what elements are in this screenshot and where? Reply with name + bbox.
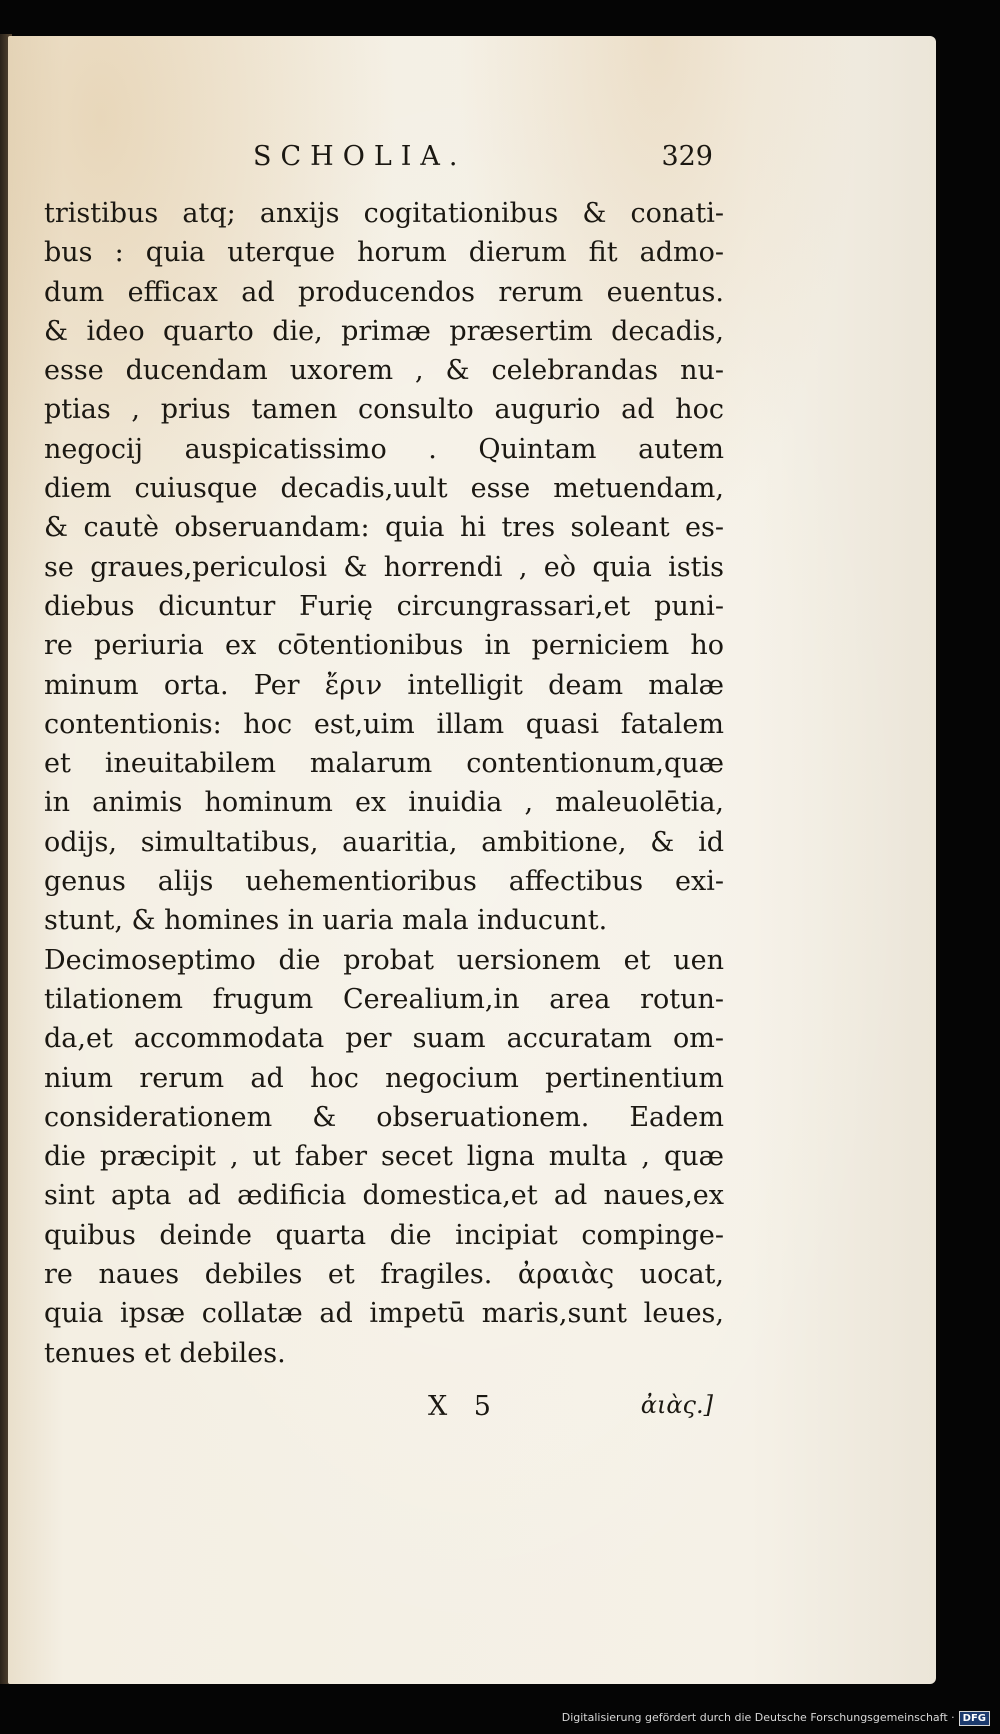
text-line: diem cuiusque decadis,uult esse metuendam, <box>44 473 724 505</box>
text-line: esse ducendam uxorem , & celebrandas nu- <box>44 355 724 387</box>
text-line: tenues et debiles. <box>44 1337 286 1369</box>
text-line: da,et accommodata per suam accuratam om- <box>44 1023 724 1055</box>
book-page <box>8 36 936 1684</box>
text-line: & cautè obseruandam: quia hi tres soleant es- <box>44 512 724 544</box>
text-line: negocij auspicatissimo . Quintam autem <box>44 433 724 465</box>
text-line: tilationem frugum Cerealium,in area rotun- <box>44 983 724 1015</box>
text-line: Decimoseptimo die probat uersionem et uen <box>44 944 724 976</box>
text-line: bus : quia uterque horum dierum fit admo- <box>44 237 724 269</box>
text-line: quibus deinde quarta die incipiat compinge- <box>44 1219 724 1251</box>
text-line: re naues debiles et fragiles. ἀραιὰς uocat, <box>44 1259 724 1291</box>
text-line: quia ipsæ collatæ ad impetū maris,sunt leues, <box>44 1298 724 1330</box>
text-line: considerationem & obseruationem. Eadem <box>44 1101 724 1133</box>
text-line: die præcipit , ut faber secet ligna multa , quæ <box>44 1141 724 1173</box>
catchword: ἀιὰς.] <box>640 1391 713 1419</box>
text-line: dum efficax ad producendos rerum euentus. <box>44 276 724 308</box>
text-line: ptias , prius tamen consulto augurio ad hoc <box>44 394 724 426</box>
running-title: SCHOLIA. <box>253 141 467 172</box>
text-line: minum orta. Per ἔριν intelligit deam malæ <box>44 669 724 701</box>
text-line: diebus dicuntur Furię circungrassari,et puni- <box>44 590 724 622</box>
credit-text: Digitalisierung gefördert durch die Deutsche Forschungsgemeinschaft · <box>561 1711 955 1724</box>
text-line: re periuria ex cōtentionibus in perniciem ho <box>44 630 724 662</box>
digitization-credit <box>562 1711 990 1726</box>
text-line: nium rerum ad hoc negocium pertinentium <box>44 1062 724 1094</box>
text-line: in animis hominum ex inuidia , maleuolētia, <box>44 787 724 819</box>
page-footer <box>43 1391 713 1431</box>
text-line: stunt, & homines in uaria mala inducunt. <box>44 905 608 937</box>
text-line: contentionis: hoc est,uim illam quasi fatalem <box>44 708 724 740</box>
page-header <box>43 141 713 185</box>
text-line: et ineuitabilem malarum contentionum,quæ <box>44 748 724 780</box>
body-text <box>44 194 724 1373</box>
text-line: genus alijs uehementioribus affectibus exi- <box>44 866 724 898</box>
text-line: sint apta ad ædificia domestica,et ad naues,ex <box>44 1180 724 1212</box>
text-line: odijs, simultatibus, auaritia, ambitione, & id <box>44 826 724 858</box>
text-line: & ideo quarto die, primæ præsertim decadis, <box>44 315 724 347</box>
dfg-logo: DFG <box>959 1711 990 1726</box>
text-line: tristibus atq; anxijs cogitationibus & conati- <box>44 198 724 229</box>
page-number: 329 <box>661 141 713 172</box>
text-line: se graues,periculosi & horrendi , eò quia istis <box>44 551 724 583</box>
signature-mark: X 5 <box>428 1391 491 1422</box>
